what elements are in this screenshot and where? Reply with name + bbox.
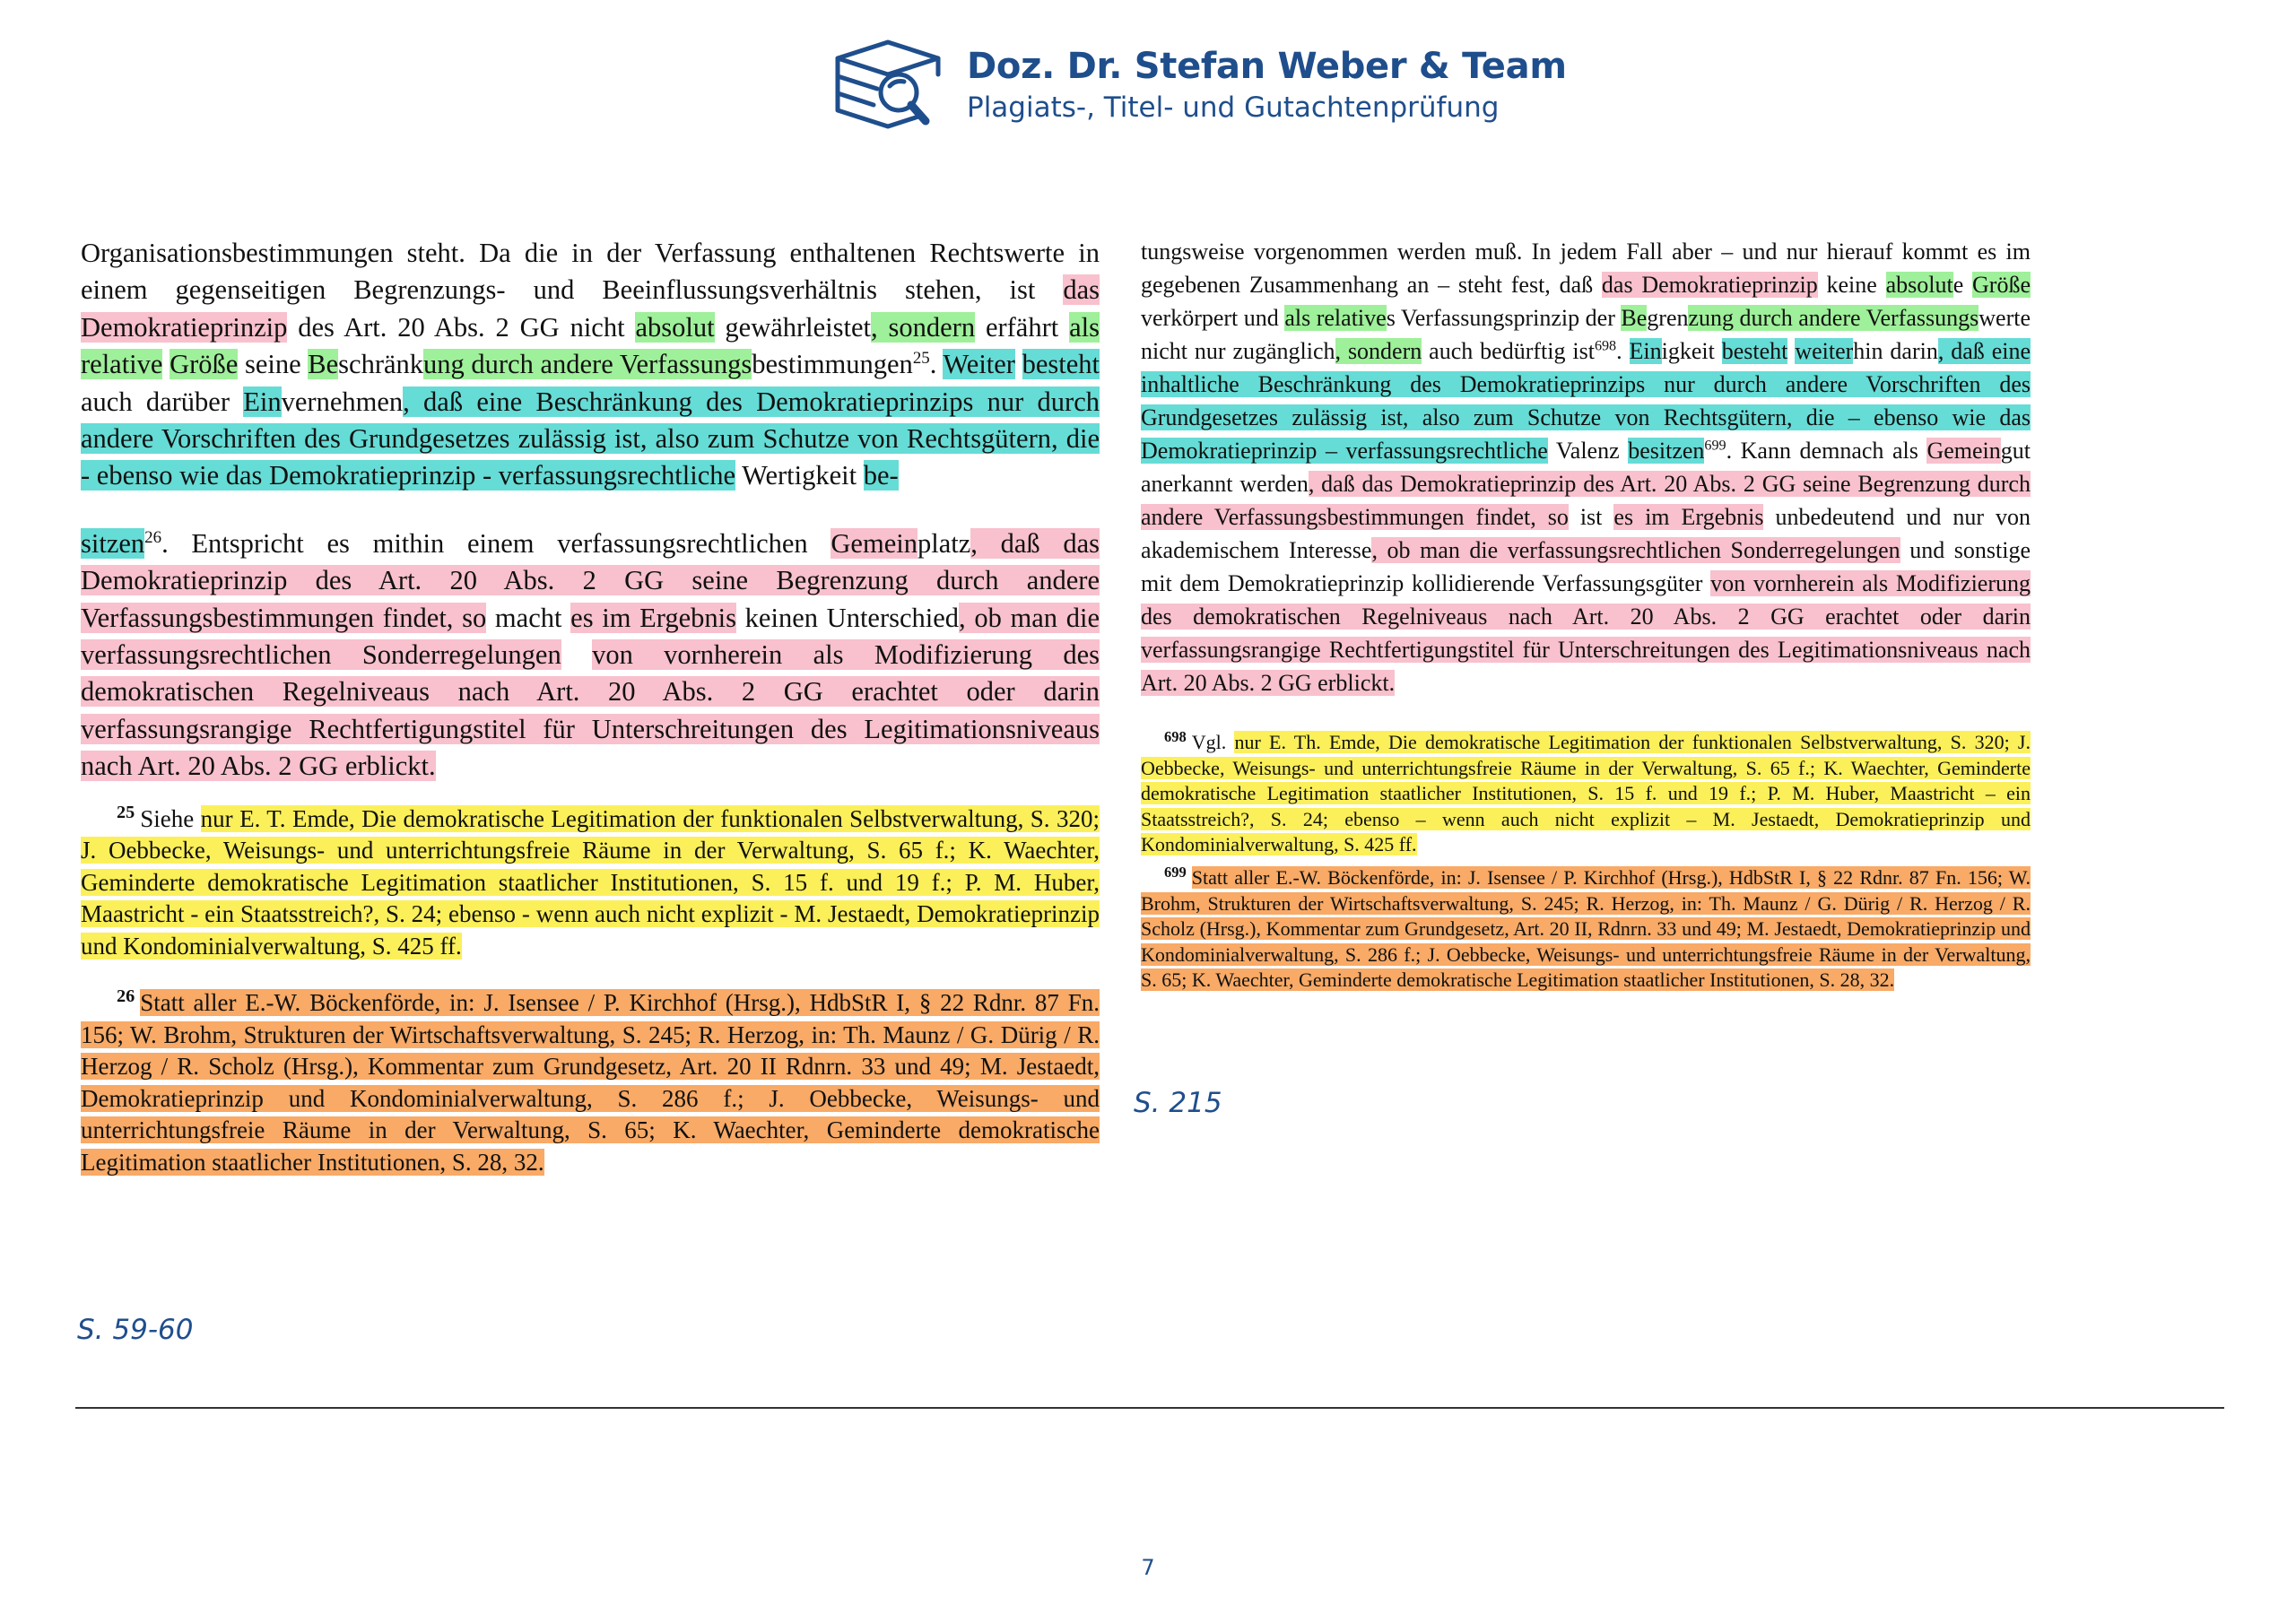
text-run: tungsweise vorgenommen werden muß. In jedem Fall aber – und nur hierauf kommt es im gegebenen Zusammenhang an – steht fest, daß [1141,239,2031,298]
text-run: gewährleistet [714,311,872,343]
text-run: und sonstige mit dem Demokratieprinzip kollidierende Verfassungsgüter [1141,537,2031,596]
footnote-698 [1141,727,2031,858]
text-run [561,639,592,670]
footer-divider [75,1407,2224,1409]
text-run: e [1952,272,1973,298]
text-run: gut anerkannt werden [1141,438,2031,497]
footnote-text [81,802,1100,960]
text-run: . [929,349,944,380]
highlight-pk: es im Ergebnis [570,602,736,633]
text-run [162,349,170,379]
text-run: auch darüber [81,386,244,417]
highlight-gr: absolut [635,311,715,343]
header-brand [832,36,1567,135]
text-run: s Verfassungsprinzip der [1386,305,1622,331]
highlight-cy: Ein [243,386,282,417]
left-paragraph-1 [81,235,1100,495]
text-run: Wertigkeit [735,460,864,491]
footnote-ref: 699 [1704,438,1726,454]
highlight-cy: be- [863,460,899,491]
left-paragraph-2 [81,525,1100,786]
text-run: seine [238,349,309,380]
footnote-number: 698 [1164,727,1187,745]
source-page-label: S. 59-60 [77,1314,194,1346]
highlight-or: Statt aller E.-W. Böckenförde, in: J. Isensee / P. Kirchhof (Hrsg.), HdbStR I, § 22 Rdnr. 87 Fn. 156; W. Brohm, Strukturen der Wirtschaftsverwaltung, S. 245; R. Herzog, in: Th. Maunz / G. Dürig / R. Herzog / R. Scholz (Hrsg.), Kommentar zum Grundgesetz, Art. 20 II, Rdnrn. 33 und 49; M. Jestaedt, Demokratieprinzip und Kondominialverwaltung, S. 286 f.; J. Oebbecke, Weisungs- und unterrichtungsfreie Räume in der Verwaltung, S. 65; K. Waechter, Geminderte demokratische Legitimation staatlicher Institutionen, S. 28, 32. [1141,865,2031,992]
highlight-cy: Ein [1629,338,1662,364]
highlight-pk: Gemein [1926,438,2001,464]
text-run: keinen Unterschied [736,602,960,633]
highlight-pk: Gemein [831,527,918,559]
highlight-gr: , sondern [871,311,976,343]
highlight-pk: , daß das Demokratieprinzip des Art. 20 Abs. 2 GG seine Begrenzung durch andere Verfassungsbestimmungen findet, so [81,527,1100,633]
highlight-cy: , daß eine Beschränkung des Demokratieprinzips nur durch andere Vorschriften des Grundgesetzes zulässig ist, also zum Schutze von Rechtsgütern, die - ebenso wie das Demokratieprinzip - verfassungsrechtliche [81,386,1100,491]
text-run: Organisationsbestimmungen steht. Da die in der Verfassung enthaltenen Rechtswerte in einem gegenseitigen Begrenzungs- und Beeinflussungsverhältnis stehen, ist [81,238,1100,306]
text-run: . Entspricht es mithin einem verfassungsrechtlichen [161,527,831,559]
brand-name: Doz. Dr. Stefan Weber & Team [967,46,1567,87]
right-excerpt [1141,235,2031,994]
left-excerpt [81,235,1100,1178]
footnote-ref: 26 [144,527,162,547]
highlight-pk: von vornherein als Modifizierung des demokratischen Regelniveaus nach Art. 20 Abs. 2 GG erachtet oder darin verfassungsrangige Rechtfertigungstitel für Unterschreitungen des Legitimationsniveaus nach Art. 20 Abs. 2 GG erblickt. [81,639,1100,782]
highlight-pk: von vornherein als Modifizierung des demokratischen Regelniveaus nach Art. 20 Abs. 2 GG erachtet oder darin verfassungsrangige Rechtfertigungstitel für Unterschreitungen des Legitimationsniveaus nach Art. 20 Abs. 2 GG erblickt. [1141,570,2031,696]
highlight-ye: nur E. T. Emde, Die demokratische Legitimation der funktionalen Selbstverwaltung, S. 320; J. Oebbecke, Weisungs- und unterrichtungsfreie Räume in der Verwaltung, S. 65 f.; K. Waechter, Geminderte demokratische Legitimation staatlicher Institutionen, S. 15 f. und 19 f.; P. M. Huber, Maastricht - ein Staatsstreich?, S. 24; ebenso - wenn auch nicht explizit - M. Jestaedt, Demokratieprinzip und Kondominialverwaltung, S. 425 ff. [81,804,1100,960]
highlight-or: Statt aller E.-W. Böckenförde, in: J. Isensee / P. Kirchhof (Hrsg.), HdbStR I, § 22 Rdnr. 87 Fn. 156; W. Brohm, Strukturen der Wirtschaftsverwaltung, S. 245; R. Herzog, in: Th. Maunz / G. Dürig / R. Herzog / R. Scholz (Hrsg.), Kommentar zum Grundgesetz, Art. 20 II Rdnrn. 33 und 49; M. Jestaedt, Demokratieprinzip und Kondominialverwaltung, S. 286 f.; J. Oebbecke, Weisungs- und unterrichtungsfreie Räume in der Verwaltung, S. 65; K. Waechter, Geminderte demokratische Legitimation staatlicher Institutionen, S. 28, 32. [81,989,1100,1176]
highlight-pk: das Demokratieprinzip [81,274,1100,343]
text-run: erfährt [975,311,1070,343]
text-run: verkörpert und [1141,305,1285,331]
footnote-number: 25 [117,802,135,822]
text-run: ist [1568,504,1614,530]
highlight-pk: , ob man die verfassungsrechtlichen Sonderregelungen [81,602,1100,671]
highlight-gr: , sondern [1335,338,1422,364]
text-run: Valenz [1547,438,1629,464]
text-run [1015,349,1022,379]
text-run: bestimmungen [752,349,913,380]
text-run: . Kann demnach als [1726,438,1927,464]
highlight-cy: sitzen [81,527,145,559]
text-run: platz [917,527,971,559]
highlight-pk: es im Ergebnis [1613,504,1764,530]
text-run: des Art. 20 Abs. 2 GG nicht [287,311,636,343]
text-run: igkeit [1661,338,1722,364]
highlight-gr: als relative [1284,305,1387,331]
footnote-699 [1141,865,2031,994]
highlight-cy: besitzen [1628,438,1705,464]
highlight-ye: nur E. Th. Emde, Die demokratische Legitimation der funktionalen Selbstverwaltung, S. 320; J. Oebbecke, Weisungs- und unterrichtungsfreie Räume in der Verwaltung, S. 65 f.; K. Waechter, Geminderte demokratische Legitimation staatlicher Institutionen, S. 15 f. und 19 f.; P. M. Huber, Maastricht – ein Staatsstreich?, S. 24; ebenso – wenn auch nicht explizit – M. Jestaedt, Demokratieprinzip und Kondominialverwaltung, S. 425 ff. [1141,731,2031,856]
highlight-pk: , daß das Demokratieprinzip des Art. 20 Abs. 2 GG seine Begrenzung durch andere Verfassungsbestimmungen findet, so [1141,471,2031,530]
text-run: auch bedürftig ist [1422,338,1595,364]
text-run: vernehmen [281,386,404,417]
highlight-gr: Be [308,349,339,380]
footnote-ref: 698 [1594,338,1617,354]
text-run: gren [1647,305,1689,331]
text-run: keine [1817,272,1886,298]
text-run: schränk [338,349,424,380]
brand-subtitle: Plagiats-, Titel- und Gutachtenprüfung [967,91,1500,124]
page-number: 7 [1141,1555,1155,1580]
highlight-gr: Be [1621,305,1648,331]
highlight-gr: absolut [1885,272,1953,298]
highlight-cy: besteht [1721,338,1788,364]
highlight-gr: ung durch andere Verfassungs [423,349,752,380]
right-paragraph-1 [1141,235,2031,699]
highlight-cy: , daß eine inhaltliche Beschränkung des Demokratieprinzips nur durch andere Vorschriften des Grundgesetzes zulässig ist, also zum Schutze von Rechtsgütern, die – ebenso wie das Demokratieprinzip – verfassungsrechtliche [1141,338,2031,464]
text-run: macht [486,602,571,633]
book-magnifier-icon [832,37,944,134]
footnote-text [1141,863,2031,992]
text-run: hin darin [1853,338,1938,364]
text-run: Siehe [140,804,201,832]
highlight-pk: , ob man die verfassungsrechtlichen Sonderregelungen [1371,537,1900,563]
target-page-label: S. 215 [1134,1087,1222,1119]
text-run: . [1616,338,1630,364]
text-run: werte nicht nur zugänglich [1141,305,2031,364]
highlight-cy: besteht [1022,349,1100,380]
highlight-gr: Größe [1972,272,2031,298]
footnote-text [1141,731,2031,855]
footnote-number: 699 [1164,863,1187,881]
highlight-gr: zung durch andere Verfassungs [1688,305,1979,331]
text-run: Vgl. [1191,731,1235,753]
footnote-text [81,989,1100,1176]
highlight-cy: Weiter [943,349,1015,380]
text-run: unbedeutend und nur von akademischem Interesse [1141,504,2031,563]
footnote-26 [81,987,1100,1178]
footnote-ref: 25 [912,349,930,369]
highlight-pk: das Demokratieprinzip [1601,272,1818,298]
highlight-gr: Größe [170,349,239,380]
highlight-cy: weiter [1795,338,1854,364]
footnote-25 [81,803,1100,963]
highlight-gr: als relative [81,311,1100,380]
footnote-number: 26 [117,986,135,1007]
